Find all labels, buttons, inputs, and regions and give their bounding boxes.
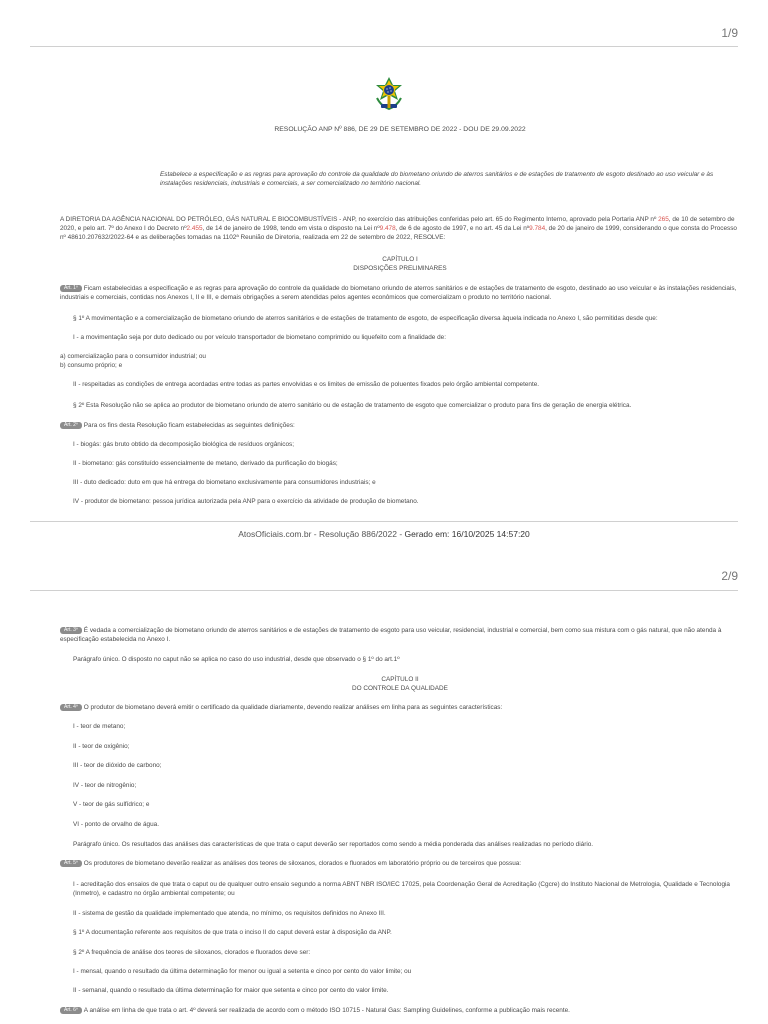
page-number: 1/9 — [721, 26, 738, 40]
paragraph: § 1º A movimentação e a comercialização de biometano oriundo de aterros sanitários e de estações de tratamento de esgoto, de especificação diversa àquela indicada no Anexo I, são permitidas desde que: — [73, 315, 658, 322]
article-text: O produtor de biometano deverá emitir o certificado da qualidade diariamente, devendo realizar análises em linha para as seguintes características: — [83, 704, 503, 711]
portaria-link[interactable]: 265 — [658, 216, 669, 223]
article-5 — [60, 859, 740, 868]
footer-doc: - Resolução 886/2022 - — [311, 529, 405, 539]
page-divider — [30, 46, 738, 47]
item: I - teor de metano; — [73, 723, 126, 730]
article-badge[interactable]: Art. 1º — [60, 285, 82, 292]
article-badge[interactable]: Art. 5º — [60, 860, 82, 867]
preamble-text: , de 6 de agosto de 1997, e no art. 45 da Lei nº — [395, 225, 530, 232]
item: II - semanal, quando o resultado da última determinação for maior que setenta e cinco por cento do valor limite. — [73, 987, 389, 994]
article-badge[interactable]: Art. 6º — [60, 1007, 82, 1014]
preamble — [60, 215, 740, 242]
item: II - biometano: gás constituído essencialmente de metano, derivado da purificação do biogás; — [73, 460, 338, 467]
item: II - teor de oxigênio; — [73, 743, 130, 750]
article-text: É vedada a comercialização de biometano oriundo de aterros sanitários e de estações de tratamento de esgoto para uso veicular, residencial, industrial e comercial, bem como sua mistura com o gás natural, que não atenda à especificação estabelecida no Anexo I. — [60, 627, 722, 643]
item: I - a movimentação seja por duto dedicado ou por veículo transportador de biometano comprimido ou liquefeito com a finalidade de: — [73, 334, 447, 341]
article-text: Os produtores de biometano deverão realizar as análises dos teores de siloxanos, clorados e fluorados em laboratório próprio ou de terceiros que possua: — [83, 860, 522, 867]
lei-9784-link[interactable]: 9.784 — [529, 225, 546, 232]
brazil-coat-of-arms-icon — [372, 76, 406, 112]
ementa: Estabelece a especificação e as regras para aprovação do controle da qualidade do biometano oriundo de aterros sanitários e de estações de tratamento de esgoto destinado ao uso veicular e às instalações residenciais, industriais e comerciais, a ser comercializado no território nacional. — [160, 171, 714, 187]
paragraph: Parágrafo único. O disposto no caput não se aplica no caso do uso industrial, desde que observado o § 1º do art.1º — [73, 656, 400, 663]
page-divider — [30, 521, 738, 522]
item: III - teor de dióxido de carbono; — [73, 762, 162, 769]
page-number: 2/9 — [721, 569, 738, 583]
article-badge[interactable]: Art. 3º — [60, 627, 82, 634]
footer-generated: Gerado em: 16/10/2025 14:57:20 — [404, 529, 530, 539]
chapter-title: DISPOSIÇÕES PRELIMINARES — [353, 265, 447, 272]
article-1 — [60, 284, 740, 302]
chapter-heading: CAPÍTULO II — [381, 676, 419, 683]
item: II - sistema de gestão da qualidade implementado que atenda, no mínimo, os requisitos definidos no Anexo III. — [73, 910, 386, 917]
article-badge[interactable]: Art. 4º — [60, 704, 82, 711]
item: V - teor de gás sulfídrico; e — [73, 801, 150, 808]
article-text: A análise em linha de que trata o art. 4º deverá ser realizada de acordo com o método ISO 10715 - Natural Gas: Sampling Guidelines, conforme a publicação mais recente. — [83, 1007, 570, 1014]
item: IV - teor de nitrogênio; — [73, 782, 137, 789]
paragraph: § 2º Esta Resolução não se aplica ao produtor de biometano oriundo de aterro sanitário ou de estação de tratamento de esgoto que comercializar o produto para fins de geração de energia elétrica. — [73, 402, 632, 409]
article-2 — [60, 421, 740, 430]
chapter-title: DO CONTROLE DA QUALIDADE — [352, 685, 448, 692]
article-3 — [60, 626, 740, 644]
lei-9478-link[interactable]: 9.478 — [379, 225, 396, 232]
preamble-text: , de 14 de janeiro de 1998, tendo em vista o disposto na Lei nº — [202, 225, 380, 232]
item: III - duto dedicado: duto em que há entrega do biometano exclusivamente para consumidores industriais; e — [73, 479, 376, 486]
page-footer — [0, 529, 768, 539]
preamble-text: , de 10 de setembro de 2020, e pelo art. 7º do Anexo I do Decreto nº — [60, 216, 735, 232]
item: IV - produtor de biometano: pessoa jurídica autorizada pela ANP para o exercício da atividade de produção de biometano. — [73, 498, 419, 505]
item: I - mensal, quando o resultado da última determinação for menor ou igual a setenta e cinco por cento do valor limite; ou — [73, 968, 412, 975]
preamble-text: , de 20 de janeiro de 1999, considerando o que consta do Processo nº 48610.207632/2022-64 e as deliberações tomadas na 1102ª Reunião de Diretoria, realizada em 22 de setembro de 2022, RESOLVE: — [60, 225, 737, 241]
item: VI - ponto de orvalho de água. — [73, 821, 159, 828]
page-divider — [30, 590, 738, 591]
article-text: Ficam estabelecidas a especificação e as regras para aprovação do controle da qualidade do biometano oriundo de aterros sanitários e de estações de tratamento de esgoto, destinado ao uso veicular e às instalações residenciais, industriais e comerciais, contidas nos Anexos I, II e III, e demais obrigações a serem atendidas pelos agentes econômicos que comercializam o produto no território nacional. — [60, 285, 737, 301]
preamble-text: A DIRETORIA DA AGÊNCIA NACIONAL DO PETRÓLEO, GÁS NATURAL E BIOCOMBUSTÍVEIS - ANP, no exercício das atribuições conferidas pelo art. 65 do Regimento Interno, aprovado pela Portaria ANP nº — [60, 216, 657, 223]
item: b) consumo próprio; e — [60, 362, 123, 369]
resolution-title: RESOLUÇÃO ANP Nº 886, DE 29 DE SETEMBRO DE 2022 - DOU DE 29.09.2022 — [274, 126, 526, 133]
article-badge[interactable]: Art. 2º — [60, 422, 82, 429]
decreto-link[interactable]: 2.455 — [186, 225, 203, 232]
item: II - respeitadas as condições de entrega acordadas entre todas as partes envolvidas e os limites de emissão de poluentes fixados pelo órgão ambiental competente. — [73, 381, 540, 388]
article-text: Para os fins desta Resolução ficam estabelecidas as seguintes definições: — [83, 422, 295, 429]
item: I - biogás: gás bruto obtido da decomposição biológica de resíduos orgânicos; — [73, 441, 294, 448]
paragraph: Parágrafo único. Os resultados das análises das características de que trata o caput deverão ser reportados como sendo a média ponderada das análises realizadas no período diário. — [73, 841, 594, 848]
paragraph: § 2º A frequência de análise dos teores de siloxanos, clorados e fluorados deve ser: — [73, 949, 311, 956]
paragraph: § 1º A documentação referente aos requisitos de que trata o inciso II do caput deverá estar à disposição da ANP. — [73, 929, 392, 936]
article-6 — [60, 1006, 740, 1015]
footer-site-link[interactable]: AtosOficiais.com.br — [238, 529, 312, 539]
item: I - acreditação dos ensaios de que trata o caput ou de qualquer outro ensaio segundo a norma ABNT NBR ISO/IEC 17025, pela Coordenação Geral de Acreditação (Cgcre) do Instituto Nacional de Metrologia, Qualidade e Tecnologia (Inmetro), e cadastro no órgão ambiental competente; ou — [73, 881, 730, 897]
chapter-heading: CAPÍTULO I — [382, 256, 418, 263]
item: a) comercialização para o consumidor industrial; ou — [60, 353, 206, 360]
article-4 — [60, 703, 740, 712]
